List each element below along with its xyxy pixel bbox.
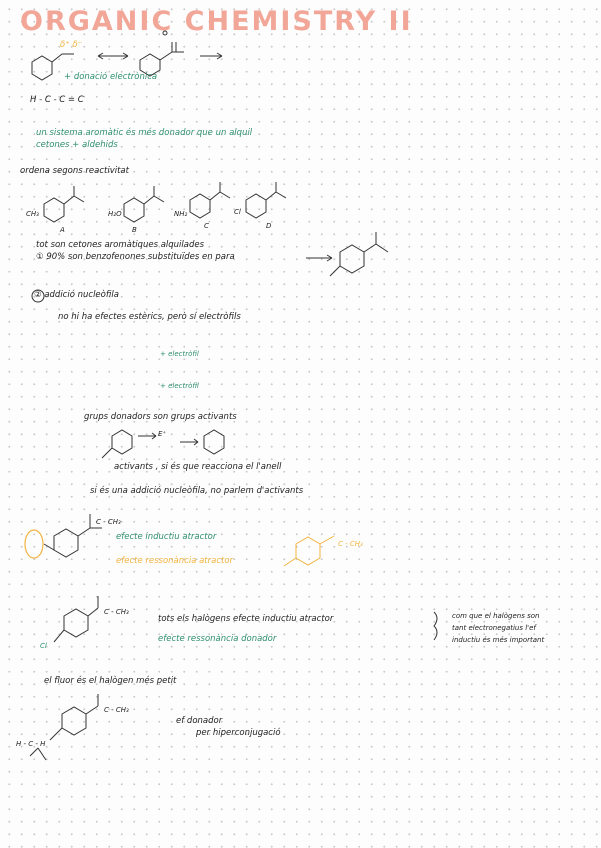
- label-B: B: [132, 226, 137, 234]
- activating-note: activants , si és que reacciona el l'anell: [114, 462, 282, 472]
- nitro-molecule-right: [284, 536, 334, 566]
- methyl-label: H - C - H: [16, 740, 46, 748]
- effects-right-label: C - CH₃: [338, 540, 363, 548]
- vinyl-group: H - C - C = C: [30, 95, 84, 105]
- nucleophilic-heading: ② addició nucleòfila: [34, 290, 119, 300]
- label-A: A: [60, 226, 65, 234]
- page-title: ORGANIC CHEMISTRY II: [20, 6, 413, 37]
- aromatic-note-1: un sistema aromàtic és més donador que un alquil: [36, 128, 253, 138]
- reaction-E: E⁺: [158, 430, 167, 438]
- methyl-molecule: [30, 694, 98, 760]
- nitro-molecule: [44, 514, 102, 557]
- halogen-resonance-note: efecte ressonància donador: [158, 634, 277, 644]
- benzophenone: [330, 232, 388, 276]
- steric-note: no hi ha efectes estèrics, però sí electròfils: [58, 312, 241, 322]
- resonance-effect: efecte ressonància atractor: [116, 556, 234, 566]
- fluor-note: el fluor és el halògen més petit: [44, 676, 177, 686]
- effects-group-label: C - CH₃: [96, 518, 121, 526]
- highlight-circle: [25, 530, 43, 558]
- molecule-B: [124, 186, 164, 222]
- curly-brace: [434, 612, 437, 640]
- molecule-D: [246, 182, 286, 218]
- final-group-label: C - CH₃: [104, 706, 129, 714]
- halogen-label: Cl: [40, 642, 47, 650]
- label-H2O: H₂O: [108, 210, 122, 218]
- label-D: D: [266, 222, 272, 230]
- halogen-molecule: [54, 596, 98, 642]
- reactivity-note-1: tot son cetones aromàtiques alquilades: [36, 240, 205, 250]
- benzene-ring: [32, 56, 52, 80]
- reactivity-heading: ordena segons reactivitat: [20, 166, 129, 176]
- label-CH3: CH₃: [26, 210, 39, 218]
- halogen-group-label: C - CH₃: [104, 608, 129, 616]
- charge-labels: δ⁺ δ⁻: [60, 40, 83, 50]
- methyl-note-2: per hiperconjugació: [196, 728, 281, 738]
- halogen-side-note-1: com que el halògens son: [452, 612, 540, 620]
- donor-groups-note: grups donadors son grups activants: [84, 412, 237, 422]
- label-Cl: Cl: [234, 208, 241, 216]
- halogen-side-note-3: inductiu és més important: [452, 636, 545, 644]
- molecule-C: [190, 182, 230, 218]
- label-C: C: [204, 222, 209, 230]
- deactivating-note: si és una addició nucleòfila, no parlem d'activants: [90, 486, 304, 496]
- donation-note: + donació electrònica: [64, 72, 158, 82]
- electrophile-label-2: + electròfil: [160, 382, 199, 390]
- inductive-effect: efecte inductiu atractor: [116, 532, 217, 542]
- aromatic-note-2: cetones + aldehids: [36, 140, 118, 150]
- molecule-A: [44, 186, 84, 222]
- halogen-side-note-2: tant electronegatius l'ef: [452, 624, 536, 632]
- electrophile-label-1: + electròfil: [160, 350, 199, 358]
- arrow-resonance: [98, 53, 128, 59]
- label-NH2: NH₂: [174, 210, 188, 218]
- halogen-inductive-note: tots els halògens efecte inductiu atractor: [158, 614, 334, 624]
- methyl-note-1: ef donador: [176, 716, 223, 726]
- reactivity-note-2: ① 90% son benzofenones substituïdes en para: [36, 252, 235, 262]
